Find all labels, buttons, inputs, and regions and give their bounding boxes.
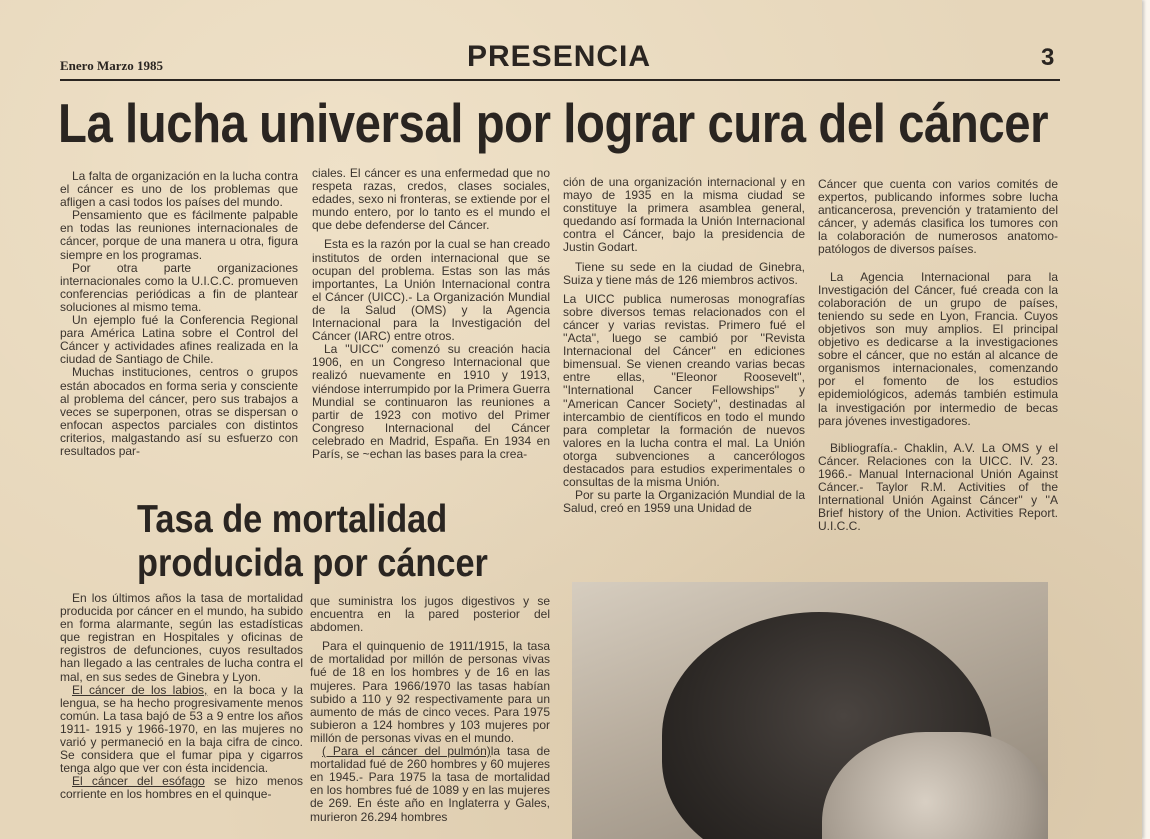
- main-headline: La lucha universal por lograr cura del cáncer: [58, 92, 1049, 154]
- page-number: 3: [1041, 44, 1055, 71]
- paragraph: Esta es la razón por la cual se han creado institutos de orden internacional que se ocupan del problema. Estas son las más importantes, La Unión Internacional contra el Cáncer (UICC).- La Organización Mundial de la Salud (OMS) y la Agencia Internacional para la Investigación del Cáncer (IARC) entre otros.: [312, 237, 550, 344]
- issue-date: Enero Marzo 1985: [60, 58, 164, 73]
- subheadline-line-1: Tasa de mortalidad: [137, 498, 448, 541]
- underlined-phrase: ( Para el cáncer del pulmón): [322, 744, 491, 759]
- paragraph: Un ejemplo fué la Conferencia Regional para América Latina sobre el Control del Cáncer y actividades afines realizada en la ciudad de Santiago de Chile.: [60, 313, 298, 367]
- subheadline-line-2: producida por cáncer: [137, 542, 488, 585]
- paragraph-text: la tasa de mortalidad fué de 260 hombres y 60 mujeres en 1945.- Para 1975 la tasa de mortalidad en los hombres fué de 1089 y en las mujeres de 269. En éste año en Inglaterra y Gales, murieron 26.294 hombres: [310, 744, 550, 824]
- article1-column-4: [818, 178, 1058, 533]
- portrait-photo: [572, 582, 1048, 839]
- paragraph-text: en la boca y la lengua, se ha hecho progresivamente menos común. La tasa bajó de 53 a 9 entre los años 1911- 1915 y 1966-1970, en las mujeres no varió y permaneció en la baja cifra de cinco. Se considera que el fumar pipa y cigarros tenga algo que ver con ésta incidencia.: [60, 682, 303, 776]
- paragraph: Pensamiento que es fácilmente palpable en todas las reuniones internacionales de cáncer, porque de una manera u otra, figura siempre en los programas.: [60, 208, 298, 262]
- paragraph: En los últimos años la tasa de mortalidad producida por cáncer en el mundo, ha subido en forma alarmante, según las estadísticas que registran en Hospitales y oficinas de registros de defunciones, cuyos resultados han llegado a las centrales de lucha contra el mal, en sus sedes de Ginebra y Lyon.: [60, 591, 303, 684]
- underlined-phrase: El cáncer del esófago: [72, 774, 205, 789]
- bibliography: Bibliografía.- Chaklin, A.V. La OMS y el Cáncer. Relaciones con la UICC. IV. 23. 1966.- Manual Internacional Unión Against Cáncer.- Taylor R.M. Activities of the International Unión Against Cáncer'' y ''A Brief history of the Union. Activities Report. U.I.C.C.: [818, 440, 1058, 534]
- paragraph: ciales. El cáncer es una enfermedad que no respeta razas, credos, clases sociales, edades, sexo ni fronteras, se extiende por el mundo entero, por lo tanto es el mundo el que debe defenderse del Cáncer.: [312, 166, 550, 233]
- paragraph: Por otra parte organizaciones internacionales como la U.I.C.C. promueven conferencias periódicas a fin de plantear soluciones al mismo tema.: [60, 260, 298, 314]
- article1-column-3: [563, 176, 805, 515]
- paragraph: La Agencia Internacional para la Investigación del Cáncer, fué creada con la colaboración de un grupo de países, teniendo su sede en Lyon, Francia. Cuyos objetivos son muy amplios. El principal objetivo es dedicarse a la investigaciones sobre el cáncer, que no están al alcance de organismos internacionales, comenzando por el fomento de los estudios epidemiológicos, además también estimula la investigación por intermedio de becas para jóvenes investigadores.: [818, 269, 1058, 428]
- paragraph: que suministra los jugos digestivos y se encuentra en la pared posterior del abdomen.: [310, 594, 550, 635]
- header-rule: [60, 79, 1060, 81]
- article2-column-1: [60, 592, 303, 802]
- publication-name: PRESENCIA: [467, 40, 652, 73]
- paragraph: La ''UICC'' comenzó su creación hacia 1906, en un Congreso Internacional que realizó nuevamente en 1910 y 1913, viéndose interrumpido por la Primera Guerra Mundial se continuaron las reuniones a partir de 1923 con motivo del Primer Congreso Internacional del Cáncer celebrado en Madrid, España. En 1934 en París, se ~echan las bases para la crea-: [312, 342, 550, 461]
- paragraph: Cáncer que cuenta con varios comités de expertos, publicando informes sobre lucha anticancerosa, prevención y tratamiento del cáncer, y además clasifica los tumores con la colaboración de numerosos anatomo-patólogos de diversos países.: [818, 177, 1058, 257]
- subheadline: [137, 498, 488, 586]
- article2-column-2: [310, 595, 550, 824]
- paragraph: Por su parte la Organización Mundial de la Salud, creó en 1959 una Unidad de: [563, 488, 805, 516]
- paragraph: Muchas instituciones, centros o grupos están abocados en forma seria y consciente al problema del cáncer, pero sus trabajos a veces se superponen, otras se dispersan o enfocan aspectos parciales con distintos criterios, malgastando así su esfuerzo con resultados par-: [60, 365, 298, 458]
- paragraph: Tiene su sede en la ciudad de Ginebra, Suiza y tiene más de 126 miembros activos.: [563, 259, 805, 287]
- paragraph: La falta de organización en la lucha contra el cáncer es uno de los problemas que afligen a casi todos los países del mundo.: [60, 169, 298, 210]
- paragraph: ción de una organización internacional y en mayo de 1935 en la misma ciudad se constituye la primera asamblea general, quedando así formada la Unión Internacional contra el Cáncer, bajo la presidencia de Justin Godart.: [563, 175, 805, 255]
- paragraph: La UICC publica numerosas monografías sobre diversos temas relacionados con el cáncer y varias revistas. Primero fué el ''Acta'', luego se cambió por ''Revista Internacional del Cáncer'' en ediciones bimensual. Se vienen creando varias becas entre ellas, ''Eleonor Roosevelt'', ''International Cancer Fellowships'' y ''American Cancer Society'', destinadas al intercambio de científicos en todo el mundo para completar la formación de nuevos valores en la lucha contra el mal. La Unión otorga subvenciones a cancerólogos destacados para estudios experimentales o consultas de la misma Unión.: [563, 291, 805, 490]
- paragraph: [60, 684, 303, 776]
- article1-column-1: [60, 170, 298, 458]
- article1-column-2: [312, 167, 550, 461]
- paragraph: Para el quinquenio de 1911/1915, la tasa de mortalidad por millón de personas vivas fué de 18 en los hombres y de 16 en las mujeres. Para 1966/1970 las tasas habían subido a 110 y 92 respectivamente para un aumento de más de cinco veces. Para 1975 subieron a 124 hombres y 103 mujeres por millón de personas vivas en el mundo.: [310, 639, 550, 745]
- paragraph: [60, 775, 303, 801]
- paragraph: [310, 745, 550, 824]
- paragraph-text: se hizo menos corriente en los hombres en el quinque-: [60, 774, 303, 802]
- underlined-phrase: El cáncer de los labios,: [72, 682, 208, 697]
